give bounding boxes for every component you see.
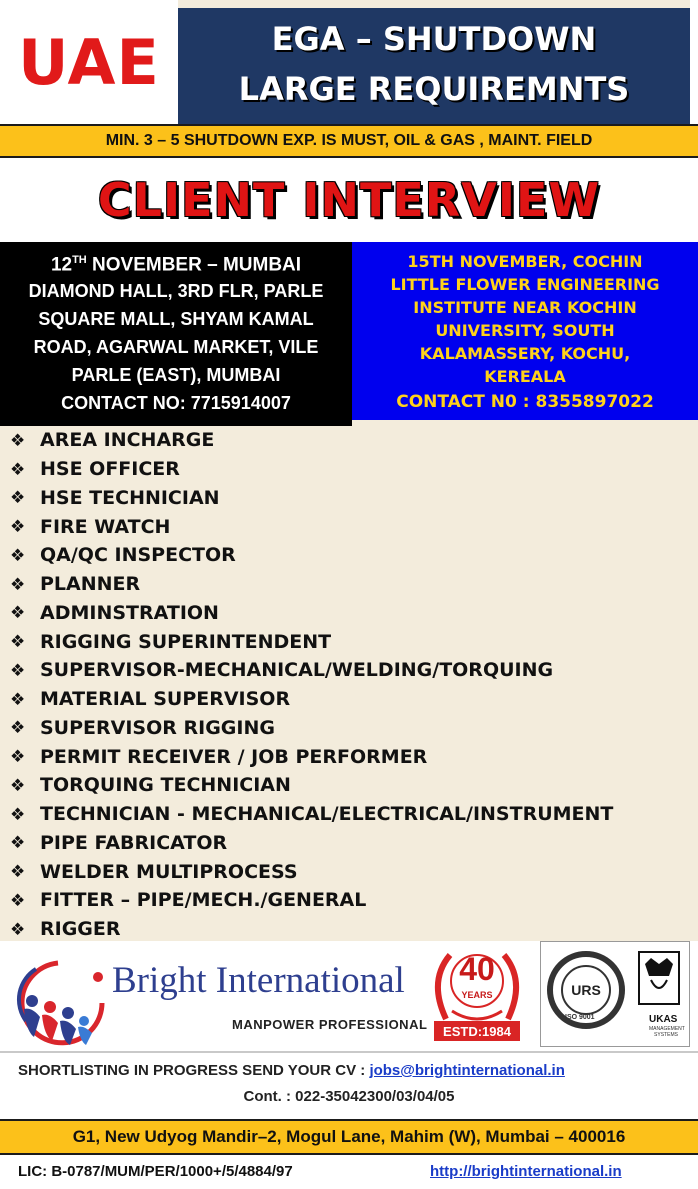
interview-band (0, 158, 698, 242)
country-label: UAE (18, 25, 160, 99)
diamond-bullet-icon: ❖ (10, 862, 26, 882)
diamond-bullet-icon: ❖ (10, 430, 26, 450)
mumbai-day-suffix: TH (72, 254, 87, 266)
licence-number: LIC: B-0787/MUM/PER/1000+/5/4884/97 (18, 1163, 293, 1180)
anniversary-badge (416, 941, 538, 1051)
diamond-bullet-icon: ❖ (10, 459, 26, 479)
position-item (10, 627, 698, 656)
diamond-bullet-icon: ❖ (10, 775, 26, 795)
cv-section (0, 1051, 698, 1119)
cv-email-link[interactable]: jobs@brightinternational.in (369, 1062, 565, 1079)
mumbai-headline (8, 248, 344, 277)
position-item (10, 656, 698, 685)
brand-row (0, 941, 698, 1051)
position-item (10, 857, 698, 886)
position-item (10, 771, 698, 800)
ukas-sublabel: MANAGEMENT SYSTEMS (649, 1026, 685, 1038)
diamond-bullet-icon: ❖ (10, 804, 26, 824)
position-item (10, 570, 698, 599)
anniversary-label: YEARS (461, 990, 493, 1000)
position-item (10, 484, 698, 513)
position-label: HSE OFFICER (40, 458, 180, 481)
mumbai-address-line: ROAD, AGARWAL MARKET, VILE (33, 337, 319, 358)
office-address: G1, New Udyog Mandir–2, Mogul Lane, Mahim (W), Mumbai – 400016 (0, 1119, 698, 1155)
diamond-bullet-icon: ❖ (10, 545, 26, 565)
ukas-label: UKAS (649, 1014, 678, 1025)
position-item (10, 915, 698, 944)
position-label: RIGGER (40, 918, 121, 941)
position-label: AREA INCHARGE (40, 429, 215, 452)
position-item (10, 541, 698, 570)
diamond-bullet-icon: ❖ (10, 660, 26, 680)
diamond-bullet-icon: ❖ (10, 718, 26, 738)
position-label: FITTER – PIPE/MECH./GENERAL (40, 889, 367, 912)
cochin-line: KALAMASSERY, KOCHU, (419, 344, 631, 363)
mumbai-address-line: SQUARE MALL, SHYAM KAMAL (38, 309, 314, 330)
title-line-2: LARGE REQUIREMNTS (238, 70, 630, 108)
footer (0, 1155, 698, 1189)
positions-list (0, 426, 698, 941)
certification-marks (540, 941, 690, 1047)
diamond-bullet-icon: ❖ (10, 574, 26, 594)
position-label: TECHNICIAN - MECHANICAL/ELECTRICAL/INSTRUMENT (40, 803, 614, 826)
diamond-bullet-icon: ❖ (10, 919, 26, 939)
cochin-line: KEREALA (484, 367, 566, 386)
title-line-1: EGA – SHUTDOWN (271, 20, 597, 58)
country-badge (0, 0, 178, 124)
header-edge (690, 0, 698, 124)
position-label: SUPERVISOR-MECHANICAL/WELDING/TORQUING (40, 659, 554, 682)
position-item (10, 800, 698, 829)
cochin-line: LITTLE FLOWER ENGINEERING (390, 275, 660, 294)
mumbai-venue (0, 242, 352, 426)
position-item (10, 886, 698, 915)
anniversary-number: 40 (459, 951, 495, 987)
position-item (10, 599, 698, 628)
position-label: TORQUING TECHNICIAN (40, 774, 291, 797)
iso-label: ISO 9001 (565, 1014, 595, 1021)
position-label: QA/QC INSPECTOR (40, 544, 236, 567)
position-label: HSE TECHNICIAN (40, 486, 220, 509)
position-label: ADMINSTRATION (40, 601, 219, 624)
diamond-bullet-icon: ❖ (10, 603, 26, 623)
diamond-bullet-icon: ❖ (10, 632, 26, 652)
position-item (10, 685, 698, 714)
position-label: PIPE FABRICATOR (40, 831, 228, 854)
position-item (10, 455, 698, 484)
position-item (10, 829, 698, 858)
mumbai-headline-rest: NOVEMBER – MUMBAI (86, 254, 302, 276)
position-label: WELDER MULTIPROCESS (40, 860, 298, 883)
requirement-banner: MIN. 3 – 5 SHUTDOWN EXP. IS MUST, OIL & GAS , MAINT. FIELD (0, 124, 698, 158)
diamond-bullet-icon: ❖ (10, 747, 26, 767)
position-item (10, 714, 698, 743)
diamond-bullet-icon: ❖ (10, 833, 26, 853)
cochin-venue (352, 242, 698, 420)
cv-contact: Cont. : 022-35042300/03/04/05 (243, 1088, 455, 1105)
mumbai-day: 12 (50, 254, 73, 276)
position-label: PLANNER (40, 573, 141, 596)
cochin-line: INSTITUTE NEAR KOCHIN (413, 298, 637, 317)
cochin-line: 15TH NOVEMBER, COCHIN (407, 252, 643, 271)
cv-line (18, 1062, 565, 1079)
position-label: PERMIT RECEIVER / JOB PERFORMER (40, 745, 428, 768)
position-label: FIRE WATCH (40, 515, 171, 538)
interview-heading: CLIENT INTERVIEW (97, 173, 601, 227)
brand-tagline: MANPOWER PROFESSIONAL (232, 1017, 428, 1032)
brand-name: Bright International (112, 960, 405, 1001)
position-item (10, 742, 698, 771)
diamond-bullet-icon: ❖ (10, 890, 26, 910)
mumbai-address-line: PARLE (EAST), MUMBAI (71, 365, 281, 386)
position-label: RIGGING SUPERINTENDENT (40, 630, 332, 653)
cochin-contact: CONTACT N0 : 8355897022 (396, 392, 654, 412)
diamond-bullet-icon: ❖ (10, 488, 26, 508)
position-label: SUPERVISOR RIGGING (40, 716, 275, 739)
position-item (10, 512, 698, 541)
position-label: MATERIAL SUPERVISOR (40, 688, 291, 711)
position-item (10, 426, 698, 455)
svg-text:URS: URS (571, 982, 601, 998)
mumbai-address-line: DIAMOND HALL, 3RD FLR, PARLE (28, 281, 324, 302)
mumbai-contact: CONTACT NO: 7715914007 (61, 393, 291, 414)
title-banner (178, 8, 690, 124)
cv-prompt: SHORTLISTING IN PROGRESS SEND YOUR CV : (18, 1062, 370, 1079)
diamond-bullet-icon: ❖ (10, 517, 26, 537)
bright-international-logo-icon (6, 951, 110, 1047)
diamond-bullet-icon: ❖ (10, 689, 26, 709)
cochin-line: UNIVERSITY, SOUTH (435, 321, 615, 340)
website-link[interactable]: http://brightinternational.in (430, 1163, 622, 1180)
established-label: ESTD:1984 (434, 1021, 520, 1041)
